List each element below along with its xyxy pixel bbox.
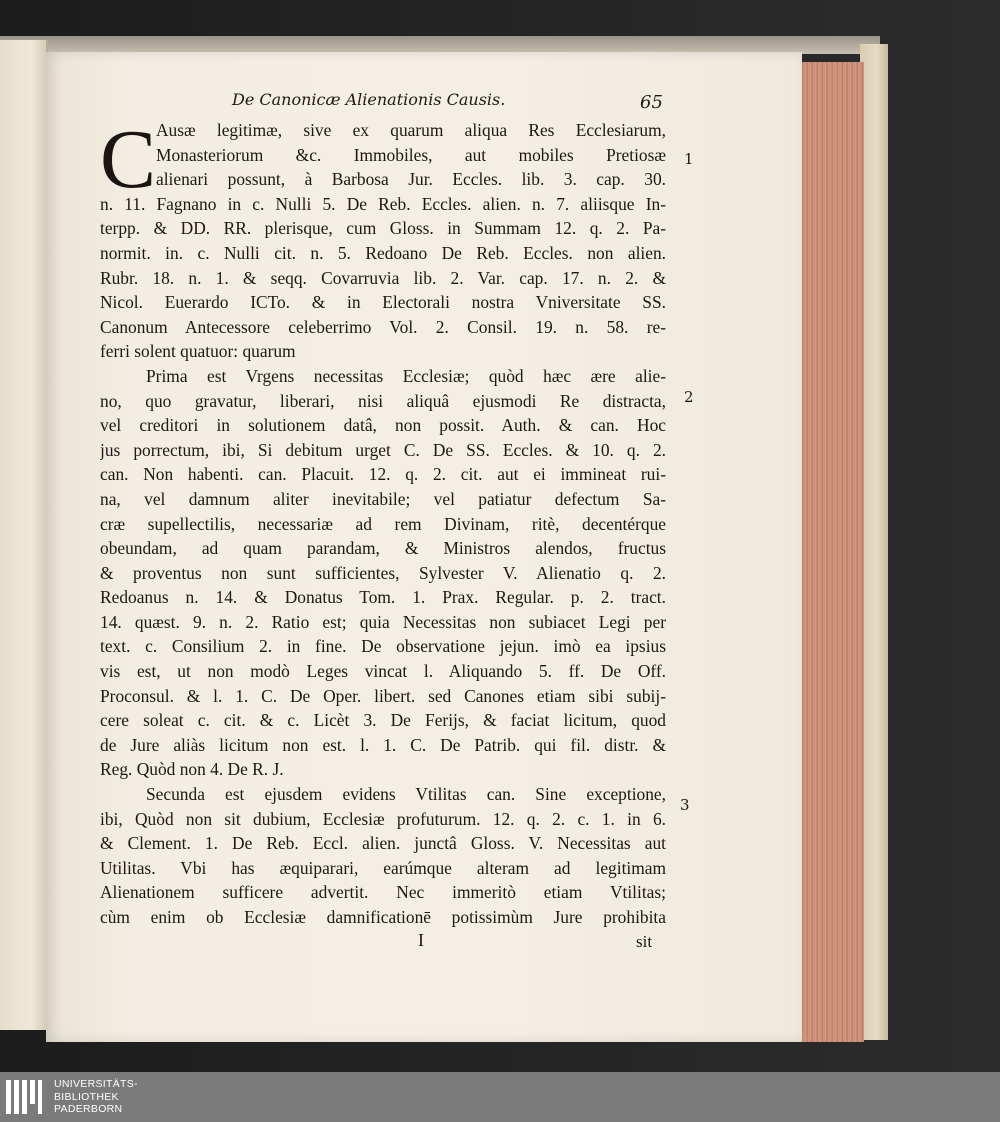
- cover-edge: [860, 44, 888, 1040]
- text-line: Nicol. Euerardo ICTo. & in Electorali nostra Vniversitate SS.: [100, 292, 666, 313]
- text-line: & proventus non sunt sufficientes, Sylvester V. Alienatio q. 2.: [100, 562, 666, 583]
- text-line: Utilitas. Vbi has æquiparari, earúmque alteram ad legitimam: [100, 857, 666, 878]
- text-line: 14. quæst. 9. n. 2. Ratio est; quia Necessitas non subiacet Legi per: [100, 611, 666, 632]
- text-line: can. Non habenti. can. Placuit. 12. q. 2. cit. aut ei immineat rui-: [100, 464, 666, 485]
- page-number: 65: [640, 92, 663, 113]
- text-line: Ausæ legitimæ, sive ex quarum aliqua Res Ecclesiarum,: [156, 120, 666, 140]
- text-line: jus porrectum, ibi, Si debitum urget C. De SS. Eccles. & 10. q. 2.: [100, 439, 666, 460]
- text-line: Canonum Antecessore celeberrimo Vol. 2. Consil. 19. n. 58. re-: [100, 316, 666, 337]
- text-line: ferri solent quatuor: quarum: [100, 341, 296, 362]
- library-line-1: UNIVERSITÄTS-: [54, 1078, 138, 1090]
- margin-note-2: 2: [684, 388, 694, 406]
- library-line-2: BIBLIOTHEK: [54, 1090, 119, 1103]
- running-head: De Canonicæ Alienationis Causis.: [232, 90, 506, 109]
- text-line: de Jure aliàs licitum non est. l. 1. C. De Patrib. qui fil. distr. &: [100, 734, 666, 755]
- text-line: alienari possunt, à Barbosa Jur. Eccles. lib. 3. cap. 30.: [156, 169, 666, 190]
- text-line: no, quo gravatur, liberari, nisi aliquâ ejusmodi Re distracta,: [100, 390, 666, 411]
- text-line: na, vel damnum aliter inevitabile; vel patiatur defectum Sa-: [100, 488, 666, 509]
- library-logo-text: [54, 1078, 138, 1116]
- text-line: Proconsul. & l. 1. C. De Oper. libert. sed Canones etiam sibi subij-: [100, 685, 666, 706]
- margin-note-1: 1: [684, 150, 694, 168]
- margin-note-3: 3: [680, 796, 690, 814]
- library-line-3: PADERBORN: [54, 1103, 123, 1115]
- text-line: Redoanus n. 14. & Donatus Tom. 1. Prax. Regular. p. 2. tract.: [100, 587, 666, 608]
- text-line: n. 11. Fagnano in c. Nulli 5. De Reb. Eccles. alien. n. 7. aliisque In-: [100, 193, 666, 214]
- text-line: cere soleat c. cit. & c. Licèt 3. De Ferijs, & faciat licitum, quod: [100, 710, 666, 731]
- text-line: Rubr. 18. n. 1. & seqq. Covarruvia lib. 2. Var. cap. 17. n. 2. &: [100, 267, 666, 288]
- fore-edge-red: [792, 62, 864, 1042]
- text-line: normit. in. c. Nulli cit. n. 5. Redoano De Reb. Eccles. non alien.: [100, 242, 666, 263]
- text-line: cræ supellectilis, necessariæ ad rem Divinam, ritè, decentérque: [100, 513, 666, 534]
- text-line: vis est, ut non modò Leges vincat l. Aliquando 5. ff. De Off.: [100, 661, 666, 682]
- body-text: [100, 113, 666, 930]
- text-line: Alienationem sufficere advertit. Nec immeritò etiam Vtilitas;: [100, 882, 666, 903]
- text-line: & Clement. 1. De Reb. Eccl. alien. junctâ Gloss. V. Necessitas aut: [100, 833, 666, 854]
- footer-bar: [0, 1072, 1000, 1122]
- signature-mark: I: [418, 930, 424, 950]
- text-line: Prima est Vrgens necessitas Ecclesiæ; quòd hæc ære alie-: [146, 365, 666, 386]
- drop-cap: C: [100, 113, 157, 206]
- text-line: Reg. Quòd non 4. De R. J.: [100, 759, 284, 780]
- text-line: ibi, Quòd non sit dubium, Ecclesiæ profuturum. 12. q. 2. c. 1. in 6.: [100, 808, 666, 829]
- text-line: text. c. Consilium 2. in fine. De observatione jejun. imò ea ipsius: [100, 636, 666, 657]
- library-logo-icon: [6, 1080, 46, 1114]
- text-line: terpp. & DD. RR. plerisque, cum Gloss. in Summam 12. q. 2. Pa-: [100, 218, 666, 239]
- text-line: Secunda est ejusdem evidens Vtilitas can. Sine exceptione,: [146, 784, 666, 805]
- text-line: Monasteriorum &c. Immobiles, aut mobiles Pretiosæ: [156, 144, 666, 165]
- text-line: cùm enim ob Ecclesiæ damnificationē potissimùm Jure prohibita: [100, 907, 666, 927]
- previous-page-edge: [0, 40, 48, 1030]
- text-line: vel creditori in solutionem datâ, non possit. Auth. & can. Hoc: [100, 415, 666, 436]
- text-line: obeundam, ad quam parandam, & Ministros alendos, fructus: [100, 538, 666, 559]
- catchword: sit: [636, 932, 653, 951]
